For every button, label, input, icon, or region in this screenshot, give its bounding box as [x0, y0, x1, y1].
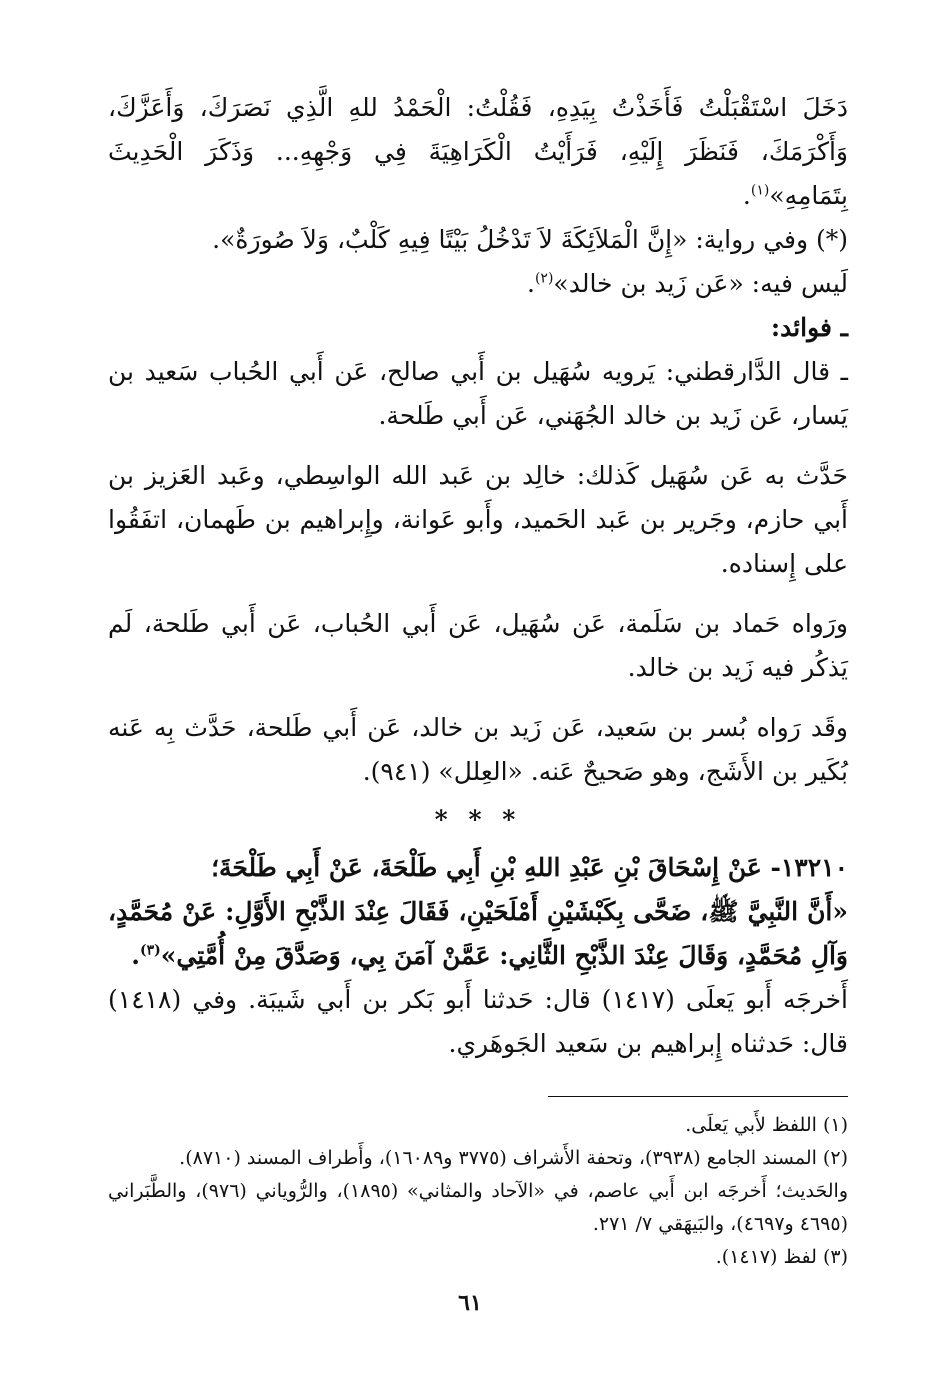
section-heading-fawaid: ـ فوائد:: [770, 313, 848, 342]
footnote-2-continuation: والحَديث؛ أَخرجَه ابن أَبي عاصم، في «الآحاد والمثاني» (١٨٩٥)، والرُّوياني (٩٧٦)، والطَّبَراني (٤٦٩٥ و٤٦٩٧)، والبَيهَقي ٧/ ٢٧١.: [108, 1180, 849, 1235]
punctuation: .: [131, 941, 140, 970]
hadith-number-chain: ١٣٢١٠- عَنْ إِسْحَاقَ بْنِ عَبْدِ اللهِ بْنِ أَبِي طَلْحَةَ، عَنْ أَبِي طَلْحَةَ؛: [211, 853, 848, 882]
section-separator-stars: * * *: [434, 805, 522, 834]
footnote-ref: (٢): [534, 270, 554, 287]
hadith-matn: «أَنَّ النَّبِيَّ ﷺ، ضَحَّى بِكَبْشَيْنِ أَمْلَحَيْنِ، فَقَالَ عِنْدَ الذَّبْحِ الأَوَّلِ: عَنْ مُحَمَّدٍ، وَآلِ مُحَمَّدٍ، وَقَالَ عِنْدَ الذَّبْحِ الثَّانِي: عَمَّنْ آمَنَ بِي، وَصَدَّقَ مِنْ أُمَّتِي»: [108, 897, 848, 970]
paragraph-variant-riwaya: (*) وفي رواية: «إِنَّ الْمَلاَئِكَةَ لاَ تَدْخُلُ بَيْتًا فِيهِ كَلْبٌ، وَلاَ صُورَةٌ».: [212, 225, 848, 254]
paragraph-daraqutni: ـ قال الدَّارقطني: يَرويه سُهَيل بن أَبي صالح، عَن أَبي الحُباب سَعيد بن يَسار، عَن زَيد بن خالد الجُهَني، عَن أَبي طَلحة.: [108, 357, 848, 430]
punctuation: .: [742, 181, 751, 210]
footnote-ref: (٣): [139, 942, 161, 959]
hadith-text: [108, 890, 848, 978]
page-number: ٦١: [458, 1290, 482, 1316]
paragraph-busr: وقَد رَواه بُسر بن سَعيد، عَن زَيد بن خالد، عَن أَبي طَلحة، حَدَّث بِه عَنه بُكَير بن الأَشَج، وهو صَحيحٌ عَنه. «العِلل» (٩٤١).: [108, 713, 848, 786]
paragraph-text: لَيس فيه: «عَن زَيد بن خالد»: [553, 269, 848, 298]
paragraph-text: دَخَلَ اسْتَقْبَلْتُ فَأَخَذْتُ بِيَدِهِ، فَقُلْتُ: الْحَمْدُ للهِ الَّذِي نَصَرَكَ، وَأَعَزَّكَ، وَأَكْرَمَكَ، فَنَظَرَ إِلَيْهِ، فَرَأَيْتُ الْكَرَاهِيَةَ فِي وَجْهِهِ... وَذَكَرَ الْحَدِيثَ بِتَمَامِهِ»: [108, 93, 848, 210]
footnote-1: (١) اللفظ لأَبي يَعلَى.: [685, 1114, 848, 1136]
paragraph-not-in-it: [108, 262, 848, 306]
footnotes: [108, 1109, 848, 1274]
footnote-3: (٣) لفظ (١٤١٧).: [715, 1246, 848, 1268]
paragraph-narrators: حَدَّث به عَن سُهَيل كَذلك: خالِد بن عَبد الله الواسِطي، وعَبد العَزيز بن أَبي حازم، وجَرير بن عَبد الحَميد، وأَبو عَوانة، وإِبراهيم بن طَهمان، اتفَقُوا على إِسناده.: [108, 461, 848, 578]
main-text: [108, 86, 848, 1066]
paragraph-hadith-ending: [108, 86, 848, 218]
footnote-ref: (١): [750, 182, 770, 199]
paragraph-hammad: ورَواه حَماد بن سَلَمة، عَن سُهَيل، عَن أَبي الحُباب، عَن أَبي طَلحة، لَم يَذكُر فيه زَيد بن خالد.: [108, 609, 848, 682]
footnote-separator: [548, 1096, 848, 1097]
footnote-2: (٢) المسند الجامع (٣٩٣٨)، وتحفة الأَشراف (٣٧٧٥ و١٦٠٨٩)، وأَطراف المسند (٨٧١٠).: [179, 1147, 848, 1169]
paragraph-takhrij: أَخرجَه أَبو يَعلَى (١٤١٧) قال: حَدثنا أَبو بَكر بن أَبي شَيبَة. وفي (١٤١٨) قال: حَدثناه إِبراهيم بن سَعيد الجَوهَري.: [108, 985, 848, 1058]
punctuation: .: [526, 269, 535, 298]
